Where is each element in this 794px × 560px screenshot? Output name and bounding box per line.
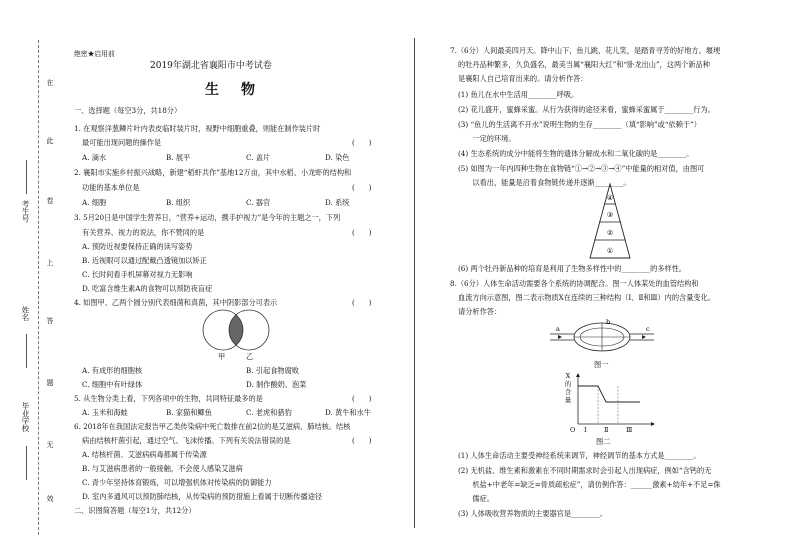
q5-option: A. 玉米和海蛙: [82, 408, 128, 417]
q2-option: B. 组织: [166, 198, 191, 207]
q3-option: A. 预防近视要保持正确的读写姿势: [82, 242, 193, 251]
q8-item: (2) 无机盐、维生素和激素在不同时期需求时会引起人出现病症，例如“含钙的无: [458, 466, 712, 475]
margin-char: 卷: [46, 197, 54, 205]
q1-option: D. 染色: [325, 153, 350, 162]
pyramid-level-label: ②: [606, 229, 614, 237]
q1-answer-paren: ( ): [352, 139, 372, 147]
q8-item: (3) 人体吸收营养物质的主要器官是________。: [458, 509, 608, 518]
q8-stem-line: 8.（6分）人体生命活动需要各个系统的协调配合。图一人体某处的血管结构和: [450, 279, 699, 288]
vessel-diagram: [548, 318, 656, 360]
q2-answer-paren: ( ): [352, 184, 372, 192]
vessel-label-a: a: [556, 325, 560, 333]
margin-char: 此: [46, 137, 54, 145]
margin-char: 答: [46, 317, 54, 325]
margin-char: 题: [46, 379, 54, 387]
axis-arrow-icon: [576, 373, 580, 377]
q2-option: D. 系统: [325, 198, 350, 207]
subject-title: 生 物: [205, 82, 259, 98]
q5-option: B. 家猫和鲫鱼: [166, 408, 212, 417]
q7-stem-line: 7.（6分）人间最美四月天。降中山下，鱼儿跳，花儿笑，是踏青寻芳的好地方。堰埂: [450, 46, 721, 55]
vessel-label-b: b: [606, 318, 611, 326]
venn-label-a: 甲: [218, 352, 226, 361]
q2-stem-line: 2. 襄阳市实施乡村振兴战略，新建“稻虾共作”基地12万亩，其中水稻、小龙虾的结构和: [74, 168, 352, 177]
school-line: [26, 446, 27, 480]
section-1-heading: 一、选择题（每空3分，共18分）: [74, 106, 182, 115]
q7-item: (6) 两个牡丹新品种的培育是利用了生物多样性中的________的多样性。: [458, 264, 687, 273]
q6-option: A. 结核杆菌、艾滋病病毒都属于传染源: [82, 450, 207, 459]
q3-option: D. 吃富含维生素A的食物可以预防夜盲症: [82, 284, 213, 293]
graph-origin-label: O: [570, 426, 576, 434]
school-label: 毕业学校: [21, 402, 30, 432]
q6-option: C. 青少年坚持体育锻炼，可以增强机体对传染病的防御能力: [82, 478, 272, 487]
graph-x-tick: Ⅰ: [584, 426, 587, 434]
margin-char: 无: [46, 441, 54, 449]
pyramid-level-label: ③: [606, 211, 614, 219]
margin-char: 在: [46, 79, 54, 87]
q7-stem-line: 是襄阳人自己培育出来的。请分析作答：: [458, 74, 588, 83]
q7-item: (4) 生态系统的成分中能将生物的遗体分解成水和二氧化碳的是________。: [458, 149, 694, 158]
q7-item: (5) 如图为一年内四种生物在食物链“①→②→③→④”中能量的相对值，由图可: [458, 164, 705, 173]
q4-option: B. 引起食物腐败: [246, 366, 299, 375]
q5-option: D. 黄牛和水牛: [325, 408, 372, 417]
graph-y-label: X 的 含 量: [564, 372, 572, 404]
q8-item: (1) 人体生命活动主要受神经系统来调节，神经调节的基本方式是________。: [458, 451, 701, 460]
q8-item: 机盐+中老年=缺乏=骨质疏松症”，请仿例作答：______激素+幼年+不足=侏: [458, 480, 721, 489]
venn-label-b: 乙: [246, 352, 254, 361]
q7-item: (2) 花儿盛开，蜜蜂采蜜。从行为获得的途径来看，蜜蜂采蜜属于________行为。: [458, 105, 715, 114]
q5-option: C. 老虎和猎豹: [246, 408, 292, 417]
q4-answer-paren: ( ): [352, 299, 372, 307]
q1-stem-line: 1. 在观察洋葱鳞片叶内表皮临时装片时，视野中细胞重叠，则能在制作装片时: [74, 124, 321, 133]
graph-x-tick: Ⅲ: [626, 426, 633, 434]
q5-answer-paren: ( ): [352, 395, 372, 403]
margin-char: 效: [46, 495, 54, 503]
flow-arrow-icon: [642, 335, 646, 339]
q8-stem-line: 请分析作答：: [458, 307, 502, 316]
margin-char: 上: [46, 259, 54, 267]
pyramid-level-label: ④: [606, 194, 614, 202]
q1-option: B. 展平: [166, 153, 191, 162]
graph-x-tick: Ⅱ: [604, 426, 609, 434]
q7-item: (1) 鱼儿在水中生活用________呼吸。: [458, 90, 579, 99]
q1-option: C. 盖片: [246, 153, 271, 162]
figure-2-caption: 图二: [596, 437, 611, 446]
q7-item: (3) “鱼儿的生活离不开水”说明生物的生存________（填“影响”或“依赖于”）: [458, 120, 701, 129]
q2-stem-line: 功能的基本单位是: [82, 183, 140, 192]
pyramid-level-label: ①: [606, 247, 614, 255]
q6-option: B. 与艾滋病患者的一般接触，不会使人感染艾滋病: [82, 464, 243, 473]
q6-stem-line: 6. 2018年在我国法定报告甲乙类传染病中死亡数排在前2位的是艾滋病、肺结核。结核: [74, 422, 351, 431]
q1-stem-line: 最可能出现问题的操作是: [82, 138, 162, 147]
vessel-label-c: c: [646, 325, 650, 333]
q4-option: A. 有成形的细胞核: [82, 366, 143, 375]
q1-option: A. 滴水: [82, 153, 107, 162]
q5-stem: 5. 从生物分类上看，下列各项中的生物，共同特征最多的是: [74, 394, 263, 403]
q8-stem-line: 血流方向示意图，图二表示物质X在连续的三种结构（Ⅰ、Ⅱ和Ⅲ）内的含量变化。: [458, 293, 715, 302]
name-line: [26, 334, 27, 368]
section-2-heading: 二、识图简答题（每空1分，共12分）: [74, 506, 196, 515]
q6-answer-paren: ( ): [352, 437, 372, 445]
venn-diagram: [196, 308, 276, 354]
q6-option: D. 室内多通风可以预防肺结核，从传染病的预防措施上看属于切断传播途径: [82, 492, 323, 501]
x-content-curve: [578, 386, 640, 402]
q4-option: C. 细胞中有叶绿体: [82, 380, 143, 389]
exam-title: 2019年湖北省襄阳市中考试卷: [150, 61, 272, 71]
q7-stem-line: 的牡丹品种繁多，久负盛名，最美当属“襄阳大红”和“卧龙出山”，这两个新品种: [458, 60, 710, 69]
figure-1-caption: 图一: [594, 360, 609, 369]
energy-pyramid: [586, 182, 634, 260]
q2-option: C. 器官: [246, 198, 271, 207]
q4-option: D. 制作酸奶、泡菜: [246, 380, 307, 389]
name-label: 姓名: [21, 306, 30, 321]
exam-number-label: 考生号: [21, 200, 30, 223]
q7-item: 一定的环境。: [458, 134, 516, 143]
secret-label: 绝密★启用前: [74, 50, 115, 58]
q3-option: C. 长时间看手机屏幕对视力无影响: [82, 270, 193, 279]
q6-stem-line: 病由结核杆菌引起，通过空气、飞沫传播。下列有关说法错误的是: [82, 436, 291, 445]
q4-stem: 4. 如图甲、乙两个圆分别代表细菌和真菌，其中阴影部分可表示: [74, 298, 278, 307]
flow-arrow-icon: [558, 335, 562, 339]
substance-x-graph: [566, 372, 656, 434]
column-divider: [414, 38, 415, 528]
q3-option: B. 近视眼可以通过配戴凸透镜加以矫正: [82, 256, 207, 265]
axis-arrow-icon: [651, 422, 655, 426]
q8-item: 儒症。: [458, 494, 494, 503]
q3-answer-paren: ( ): [352, 229, 372, 237]
q3-stem-line: 3. 5月20日是中国学生营养日，“营养+运动，携手护视力”是今年的主题之一，下列: [74, 213, 341, 222]
q3-stem-line: 有关营养、视力的说法，你不赞同的是: [82, 228, 205, 237]
binding-dashed-line: [38, 40, 39, 535]
q2-option: A. 细胞: [82, 198, 107, 207]
exam-number-line: [26, 160, 27, 194]
q7-item: 以看出，能量是沿着食物链传递并逐渐________。: [458, 178, 631, 187]
